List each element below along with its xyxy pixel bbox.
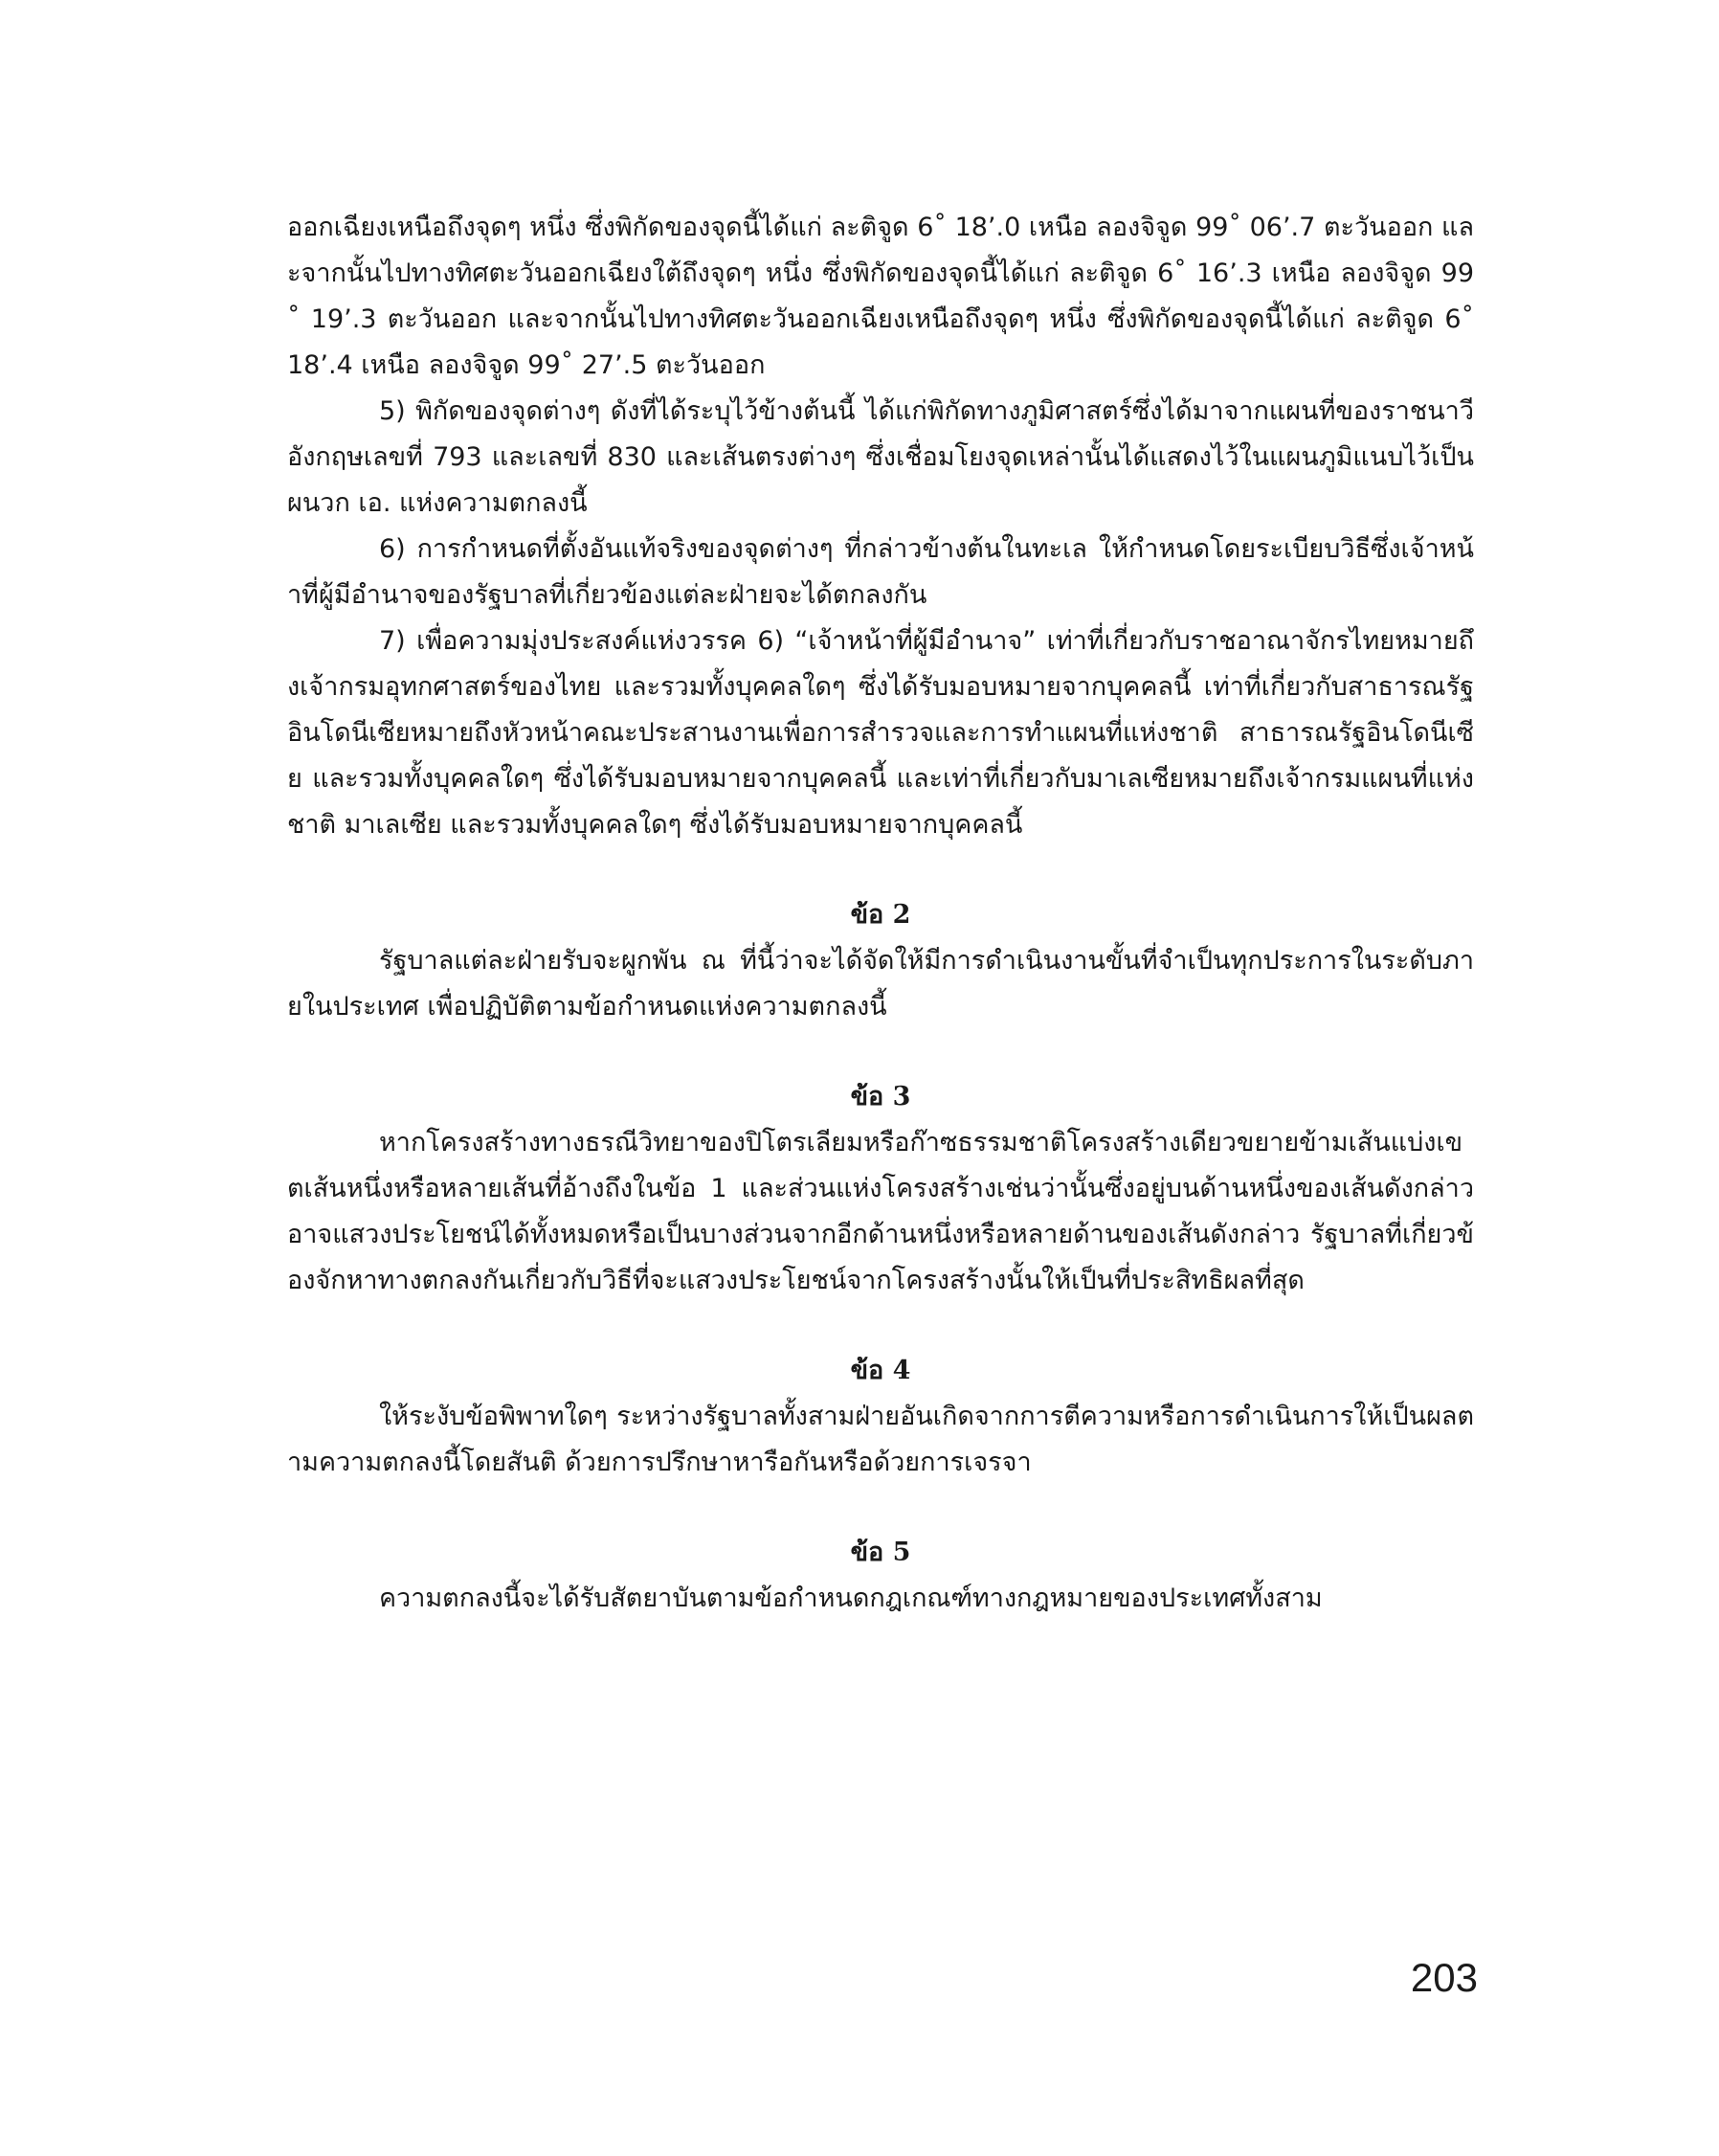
intro-continuation-paragraph: ออกเฉียงเหนือถึงจุดๆ หนึ่ง ซึ่งพิกัดของจุดนี้ได้แก่ ละติจูด 6˚ 18’.0 เหนือ ลองจิจูด 99˚ 06’.7 ตะวันออก และจากนั้นไปทางทิศตะวันออกเฉียงใต้ถึงจุดๆ หนึ่ง ซึ่งพิกัดของจุดนี้ได้แก่ ละติจูด 6˚ 16’.3 เหนือ ลองจิจูด 99˚ 19’.3 ตะวันออก และจากนั้นไปทางทิศตะวันออกเฉียงเหนือถึงจุดๆ หนึ่ง ซึ่งพิกัดของจุดนี้ได้แก่ ละติจูด 6˚ 18’.4 เหนือ ลองจิจูด 99˚ 27’.5 ตะวันออก [287, 213, 1474, 380]
article-2-heading: ข้อ 2 [850, 900, 911, 930]
article-3-paragraph: หากโครงสร้างทางธรณีวิทยาของปิโตรเลียมหรือก๊าซธรรมชาติโครงสร้างเดียวขยายข้ามเส้นแบ่งเขตเส้นหนึ่งหรือหลายเส้นที่อ้างถึงในข้อ 1 และส่วนแห่งโครงสร้างเช่นว่านั้นซึ่งอยู่บนด้านหนึ่งของเส้นดังกล่าว อาจแสวงประโยชน์ได้ทั้งหมดหรือเป็นบางส่วนจากอีกด้านหนึ่งหรือหลายด้านของเส้นดังกล่าว รัฐบาลที่เกี่ยวข้องจักหาทางตกลงกันเกี่ยวกับวิธีที่จะแสวงประโยชน์จากโครงสร้างนั้นให้เป็นที่ประสิทธิผลที่สุด [287, 1128, 1474, 1295]
article-3-heading: ข้อ 3 [850, 1082, 911, 1112]
article-5-section [287, 1530, 1474, 1622]
item-7-paragraph: 7) เพื่อความมุ่งประสงค์แห่งวรรค 6) “เจ้าหน้าที่ผู้มีอำนาจ” เท่าที่เกี่ยวกับราชอาณาจักรไทยหมายถึงเจ้ากรมอุทกศาสตร์ของไทย และรวมทั้งบุคคลใดๆ ซึ่งได้รับมอบหมายจากบุคคลนี้ เท่าที่เกี่ยวกับสาธารณรัฐอินโดนีเซียหมายถึงหัวหน้าคณะประสานงานเพื่อการสำรวจและการทำแผนที่แห่งชาติ สาธารณรัฐอินโดนีเซีย และรวมทั้งบุคคลใดๆ ซึ่งได้รับมอบหมายจากบุคคลนี้ และเท่าที่เกี่ยวกับมาเลเซียหมายถึงเจ้ากรมแผนที่แห่งชาติ มาเลเซีย และรวมทั้งบุคคลใดๆ ซึ่งได้รับมอบหมายจากบุคคลนี้ [287, 626, 1474, 840]
article-4-paragraph: ให้ระงับข้อพิพาทใดๆ ระหว่างรัฐบาลทั้งสามฝ่ายอันเกิดจากการตีความหรือการดำเนินการให้เป็นผลตามความตกลงนี้โดยสันติ ด้วยการปรึกษาหารือกันหรือด้วยการเจรจา [287, 1402, 1474, 1477]
article-2-paragraph: รัฐบาลแต่ละฝ่ายรับจะผูกพัน ณ ที่นี้ว่าจะได้จัดให้มีการดำเนินงานขั้นที่จำเป็นทุกประการในระดับภายในประเทศ เพื่อปฏิบัติตามข้อกำหนดแห่งความตกลงนี้ [287, 946, 1474, 1022]
article-4-heading: ข้อ 4 [850, 1356, 911, 1385]
article-2-section [287, 892, 1474, 1030]
item-6-paragraph: 6) การกำหนดที่ตั้งอันแท้จริงของจุดต่างๆ ที่กล่าวข้างต้นในทะเล ให้กำหนดโดยระเบียบวิธีซึ่งเจ้าหน้าที่ผู้มีอำนาจของรัฐบาลที่เกี่ยวข้องแต่ละฝ่ายจะได้ตกลงกัน [287, 534, 1474, 610]
page-number: 203 [1410, 1955, 1478, 2000]
document-page [287, 205, 1474, 1622]
article-5-heading: ข้อ 5 [850, 1538, 911, 1567]
article-5-paragraph: ความตกลงนี้จะได้รับสัตยาบันตามข้อกำหนดกฎเกณฑ์ทางกฎหมายของประเทศทั้งสาม [379, 1583, 1323, 1613]
article-4-section [287, 1348, 1474, 1486]
article-3-section [287, 1074, 1474, 1304]
item-5-paragraph: 5) พิกัดของจุดต่างๆ ดังที่ได้ระบุไว้ข้างต้นนี้ ได้แก่พิกัดทางภูมิศาสตร์ซึ่งได้มาจากแผนที่ของราชนาวีอังกฤษเลขที่ 793 และเลขที่ 830 และเส้นตรงต่างๆ ซึ่งเชื่อมโยงจุดเหล่านั้นได้แสดงไว้ในแผนภูมิแนบไว้เป็นผนวก เอ. แห่งความตกลงนี้ [287, 396, 1474, 518]
